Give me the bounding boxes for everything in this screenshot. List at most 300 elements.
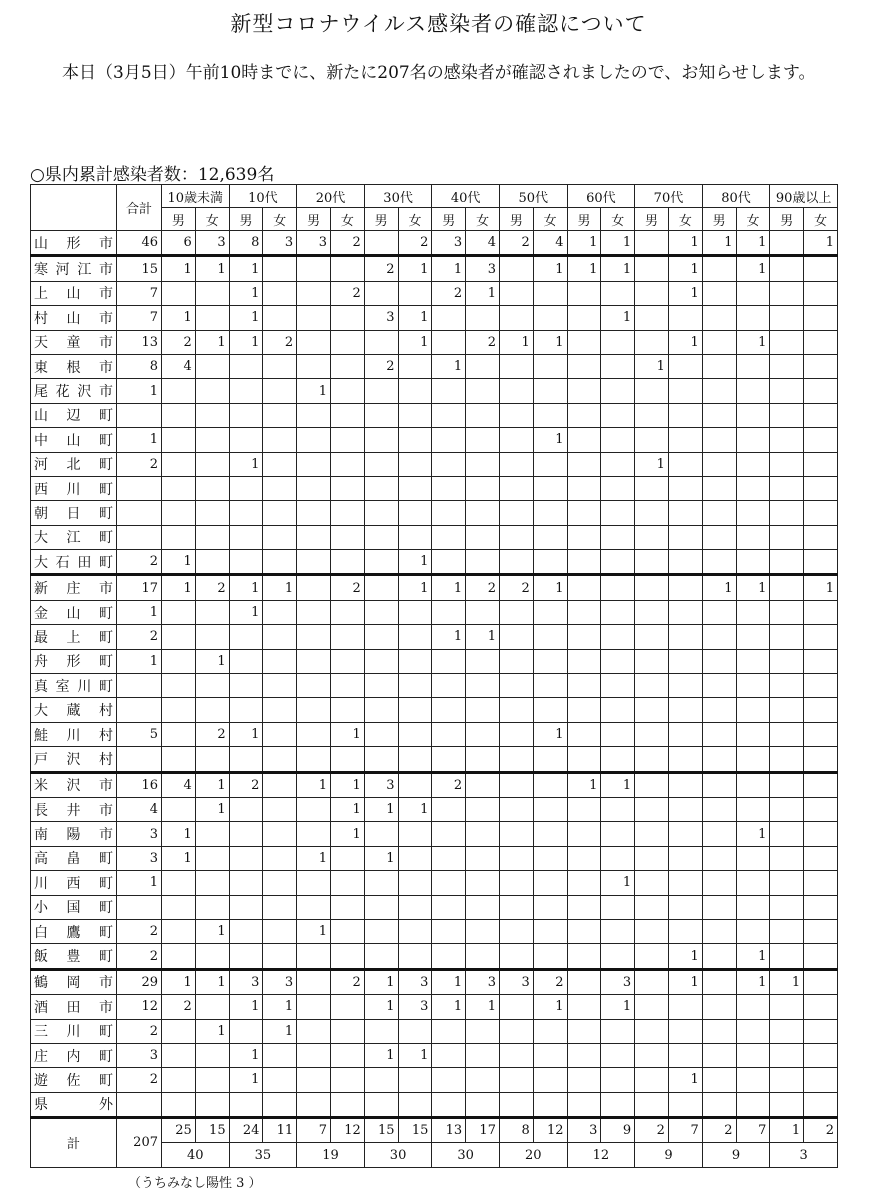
count-cell	[432, 871, 466, 895]
municipality-name: 上 山 市	[31, 281, 117, 305]
age-group-header: 50代	[499, 185, 567, 208]
municipality-name: 真室川町	[31, 674, 117, 698]
count-cell	[736, 306, 770, 330]
count-cell	[398, 501, 432, 525]
row-total: 1	[117, 379, 162, 403]
count-cell	[770, 525, 804, 549]
count-cell	[499, 625, 533, 649]
count-cell: 1	[499, 330, 533, 354]
count-cell	[668, 797, 702, 821]
count-cell	[736, 649, 770, 673]
count-cell	[804, 944, 838, 969]
count-cell	[432, 944, 466, 969]
count-cell	[736, 476, 770, 500]
municipality-name: 小 国 町	[31, 895, 117, 919]
table-row	[31, 871, 838, 895]
count-cell	[499, 674, 533, 698]
sum-cell: 17	[466, 1118, 500, 1143]
count-cell	[804, 428, 838, 452]
count-cell	[533, 625, 567, 649]
count-cell	[162, 1068, 196, 1092]
count-cell	[533, 1019, 567, 1043]
municipality-name: 大石田町	[31, 550, 117, 575]
count-cell	[398, 452, 432, 476]
count-cell	[635, 895, 669, 919]
count-cell	[668, 575, 702, 600]
count-cell	[702, 1068, 736, 1092]
count-cell	[499, 871, 533, 895]
count-cell: 1	[702, 231, 736, 256]
count-cell	[702, 550, 736, 575]
count-cell	[635, 1068, 669, 1092]
count-cell	[567, 330, 601, 354]
count-cell	[702, 1019, 736, 1043]
count-cell	[263, 895, 297, 919]
count-cell	[736, 772, 770, 797]
count-cell	[499, 379, 533, 403]
count-cell	[601, 747, 635, 772]
count-cell	[432, 330, 466, 354]
count-cell	[499, 747, 533, 772]
count-cell	[601, 379, 635, 403]
count-cell	[432, 501, 466, 525]
count-cell	[229, 625, 263, 649]
count-cell	[668, 306, 702, 330]
count-cell	[195, 452, 229, 476]
count-cell	[330, 379, 364, 403]
count-cell	[736, 501, 770, 525]
count-cell	[162, 600, 196, 624]
count-cell	[804, 895, 838, 919]
count-cell	[229, 895, 263, 919]
count-cell: 1	[770, 969, 804, 994]
row-total: 29	[117, 969, 162, 994]
count-cell: 8	[229, 231, 263, 256]
count-cell	[499, 403, 533, 427]
count-cell	[162, 525, 196, 549]
count-cell	[229, 649, 263, 673]
count-cell	[398, 476, 432, 500]
count-cell	[364, 281, 398, 305]
municipality-name: 最 上 町	[31, 625, 117, 649]
count-cell	[804, 525, 838, 549]
count-cell	[398, 822, 432, 846]
age-group-header: 30代	[364, 185, 432, 208]
count-cell: 1	[162, 575, 196, 600]
count-cell	[364, 871, 398, 895]
count-cell	[499, 501, 533, 525]
count-cell: 1	[229, 995, 263, 1019]
count-cell	[635, 919, 669, 943]
count-cell	[702, 306, 736, 330]
count-cell: 3	[195, 231, 229, 256]
count-cell	[770, 550, 804, 575]
count-cell	[499, 722, 533, 746]
count-cell	[567, 919, 601, 943]
count-cell	[770, 256, 804, 281]
count-cell	[195, 600, 229, 624]
count-cell	[567, 871, 601, 895]
count-cell: 1	[601, 256, 635, 281]
cumulative-count: ○県内累計感染者数：12,639名	[30, 165, 275, 185]
count-cell	[330, 600, 364, 624]
count-cell	[195, 379, 229, 403]
count-cell	[804, 625, 838, 649]
age-group-header: 10歳未満	[162, 185, 230, 208]
count-cell	[499, 995, 533, 1019]
age-total-cell: 40	[162, 1143, 230, 1167]
count-cell	[770, 797, 804, 821]
sum-cell: 2	[635, 1118, 669, 1143]
table-row	[31, 944, 838, 969]
count-cell	[736, 846, 770, 870]
count-cell: 1	[466, 995, 500, 1019]
count-cell	[263, 256, 297, 281]
count-cell: 1	[432, 256, 466, 281]
count-cell	[466, 476, 500, 500]
count-cell	[668, 428, 702, 452]
count-cell	[162, 625, 196, 649]
count-cell	[736, 428, 770, 452]
count-cell	[229, 1092, 263, 1117]
male-header: 男	[162, 208, 196, 231]
count-cell	[398, 1068, 432, 1092]
count-cell	[533, 1043, 567, 1067]
count-cell	[398, 649, 432, 673]
count-cell	[668, 525, 702, 549]
table-row	[31, 575, 838, 600]
count-cell	[162, 698, 196, 722]
count-cell: 3	[297, 231, 331, 256]
count-cell	[533, 747, 567, 772]
count-cell	[533, 501, 567, 525]
count-cell: 1	[398, 306, 432, 330]
count-cell: 1	[601, 772, 635, 797]
count-cell	[635, 747, 669, 772]
count-cell	[601, 822, 635, 846]
count-cell	[770, 625, 804, 649]
count-cell	[668, 698, 702, 722]
count-cell	[466, 525, 500, 549]
count-cell	[432, 919, 466, 943]
count-cell	[702, 476, 736, 500]
count-cell	[263, 452, 297, 476]
count-cell: 1	[229, 306, 263, 330]
table-row	[31, 995, 838, 1019]
count-cell	[804, 797, 838, 821]
municipality-name: 飯 豊 町	[31, 944, 117, 969]
count-cell	[804, 846, 838, 870]
count-cell	[466, 600, 500, 624]
count-cell	[195, 625, 229, 649]
female-header: 女	[263, 208, 297, 231]
count-cell	[635, 1043, 669, 1067]
count-cell	[533, 403, 567, 427]
row-total	[117, 403, 162, 427]
count-cell	[398, 354, 432, 378]
count-cell: 2	[499, 231, 533, 256]
count-cell	[601, 944, 635, 969]
count-cell	[567, 354, 601, 378]
count-cell: 1	[364, 995, 398, 1019]
count-cell	[770, 600, 804, 624]
count-cell	[229, 747, 263, 772]
count-cell	[330, 354, 364, 378]
count-cell: 1	[432, 969, 466, 994]
row-total	[117, 476, 162, 500]
count-cell	[398, 944, 432, 969]
count-cell	[702, 969, 736, 994]
count-cell	[635, 1092, 669, 1117]
count-cell: 1	[229, 452, 263, 476]
count-cell	[466, 550, 500, 575]
count-cell: 4	[533, 231, 567, 256]
count-cell	[770, 772, 804, 797]
count-cell	[330, 403, 364, 427]
count-cell	[804, 1068, 838, 1092]
count-cell	[668, 625, 702, 649]
count-cell	[702, 772, 736, 797]
municipality-name: 庄 内 町	[31, 1043, 117, 1067]
count-cell	[770, 944, 804, 969]
count-cell	[330, 625, 364, 649]
count-cell	[297, 1043, 331, 1067]
count-cell	[263, 625, 297, 649]
count-cell	[804, 403, 838, 427]
count-cell	[330, 674, 364, 698]
count-cell: 1	[229, 281, 263, 305]
count-cell	[398, 525, 432, 549]
count-cell	[432, 379, 466, 403]
count-cell	[263, 306, 297, 330]
count-cell	[736, 1068, 770, 1092]
count-cell	[702, 330, 736, 354]
count-cell	[804, 330, 838, 354]
count-cell	[601, 525, 635, 549]
count-cell	[398, 600, 432, 624]
female-header: 女	[466, 208, 500, 231]
total-header: 合計	[117, 185, 162, 231]
count-cell	[668, 354, 702, 378]
count-cell	[432, 822, 466, 846]
count-cell	[736, 600, 770, 624]
count-cell	[736, 698, 770, 722]
count-cell	[499, 1068, 533, 1092]
count-cell	[229, 379, 263, 403]
count-cell	[263, 698, 297, 722]
count-cell	[466, 354, 500, 378]
count-cell	[804, 1043, 838, 1067]
count-cell	[567, 722, 601, 746]
count-cell	[499, 698, 533, 722]
count-cell	[466, 871, 500, 895]
count-cell	[263, 501, 297, 525]
count-cell	[567, 1068, 601, 1092]
count-cell	[601, 428, 635, 452]
count-cell	[635, 995, 669, 1019]
table-row	[31, 698, 838, 722]
count-cell	[364, 1068, 398, 1092]
count-cell	[635, 600, 669, 624]
row-total: 16	[117, 772, 162, 797]
row-total: 2	[117, 550, 162, 575]
count-cell	[466, 379, 500, 403]
count-cell	[499, 649, 533, 673]
municipality-name: 東 根 市	[31, 354, 117, 378]
count-cell	[702, 995, 736, 1019]
count-cell	[533, 822, 567, 846]
count-cell	[668, 649, 702, 673]
count-cell	[398, 698, 432, 722]
sum-cell: 1	[770, 1118, 804, 1143]
male-header: 男	[702, 208, 736, 231]
count-cell	[432, 797, 466, 821]
count-cell	[804, 452, 838, 476]
count-cell	[330, 747, 364, 772]
count-cell	[330, 1068, 364, 1092]
count-cell	[601, 600, 635, 624]
count-cell	[770, 281, 804, 305]
count-cell	[499, 1019, 533, 1043]
count-cell	[635, 969, 669, 994]
table-row	[31, 722, 838, 746]
female-header: 女	[533, 208, 567, 231]
count-cell	[499, 256, 533, 281]
sum-cell: 2	[702, 1118, 736, 1143]
count-cell: 2	[533, 969, 567, 994]
count-cell	[297, 871, 331, 895]
count-cell	[668, 379, 702, 403]
count-cell	[432, 649, 466, 673]
count-cell	[297, 649, 331, 673]
count-cell	[770, 722, 804, 746]
count-cell	[364, 822, 398, 846]
count-cell	[195, 525, 229, 549]
count-cell	[364, 944, 398, 969]
municipality-name: 鮭 川 村	[31, 722, 117, 746]
count-cell	[499, 525, 533, 549]
count-cell	[195, 1068, 229, 1092]
count-cell: 2	[162, 995, 196, 1019]
count-cell	[804, 969, 838, 994]
table-row	[31, 306, 838, 330]
male-header: 男	[364, 208, 398, 231]
count-cell: 1	[364, 797, 398, 821]
count-cell	[263, 550, 297, 575]
count-cell	[263, 944, 297, 969]
count-cell	[635, 649, 669, 673]
row-total	[117, 525, 162, 549]
count-cell	[533, 452, 567, 476]
count-cell	[770, 306, 804, 330]
count-cell	[398, 379, 432, 403]
count-cell: 1	[668, 1068, 702, 1092]
count-cell: 1	[195, 649, 229, 673]
count-cell	[804, 995, 838, 1019]
count-cell: 1	[364, 969, 398, 994]
count-cell	[770, 895, 804, 919]
count-cell	[162, 1043, 196, 1067]
count-cell	[432, 476, 466, 500]
count-cell	[432, 452, 466, 476]
count-cell	[466, 698, 500, 722]
municipality-name: 長 井 市	[31, 797, 117, 821]
row-total: 2	[117, 625, 162, 649]
count-cell	[263, 649, 297, 673]
count-cell	[736, 379, 770, 403]
count-cell: 3	[432, 231, 466, 256]
female-header: 女	[736, 208, 770, 231]
count-cell	[364, 674, 398, 698]
count-cell	[770, 846, 804, 870]
female-header: 女	[804, 208, 838, 231]
age-total-cell: 19	[297, 1143, 365, 1167]
document-title: 新型コロナウイルス感染者の確認について	[230, 12, 647, 36]
count-cell: 1	[330, 772, 364, 797]
count-cell	[364, 722, 398, 746]
count-cell	[567, 525, 601, 549]
count-cell	[263, 871, 297, 895]
female-header: 女	[398, 208, 432, 231]
count-cell	[702, 722, 736, 746]
count-cell	[702, 698, 736, 722]
age-total-cell: 20	[499, 1143, 567, 1167]
count-cell	[702, 871, 736, 895]
count-cell	[297, 281, 331, 305]
count-cell	[635, 698, 669, 722]
count-cell: 1	[263, 995, 297, 1019]
count-cell: 2	[162, 330, 196, 354]
count-cell	[330, 256, 364, 281]
count-cell	[263, 354, 297, 378]
age-group-header: 60代	[567, 185, 635, 208]
count-cell	[364, 476, 398, 500]
table-row	[31, 525, 838, 549]
count-cell: 1	[297, 379, 331, 403]
count-cell	[466, 1043, 500, 1067]
female-header: 女	[601, 208, 635, 231]
count-cell	[668, 772, 702, 797]
table-row	[31, 452, 838, 476]
count-cell	[770, 476, 804, 500]
count-cell	[263, 1068, 297, 1092]
count-cell	[432, 1092, 466, 1117]
row-total: 2	[117, 1068, 162, 1092]
count-cell	[195, 995, 229, 1019]
count-cell	[736, 995, 770, 1019]
count-cell: 1	[432, 995, 466, 1019]
count-cell	[432, 747, 466, 772]
count-cell	[601, 895, 635, 919]
count-cell: 2	[229, 772, 263, 797]
count-cell	[263, 1092, 297, 1117]
count-cell	[229, 797, 263, 821]
count-cell	[297, 722, 331, 746]
count-cell	[702, 846, 736, 870]
count-cell	[601, 354, 635, 378]
count-cell	[195, 674, 229, 698]
count-cell	[330, 550, 364, 575]
municipality-name: 金 山 町	[31, 600, 117, 624]
count-cell	[297, 698, 331, 722]
count-cell	[635, 476, 669, 500]
table-row	[31, 231, 838, 256]
count-cell	[263, 919, 297, 943]
table-row	[31, 797, 838, 821]
count-cell: 2	[364, 256, 398, 281]
count-cell: 1	[195, 919, 229, 943]
count-cell	[330, 476, 364, 500]
